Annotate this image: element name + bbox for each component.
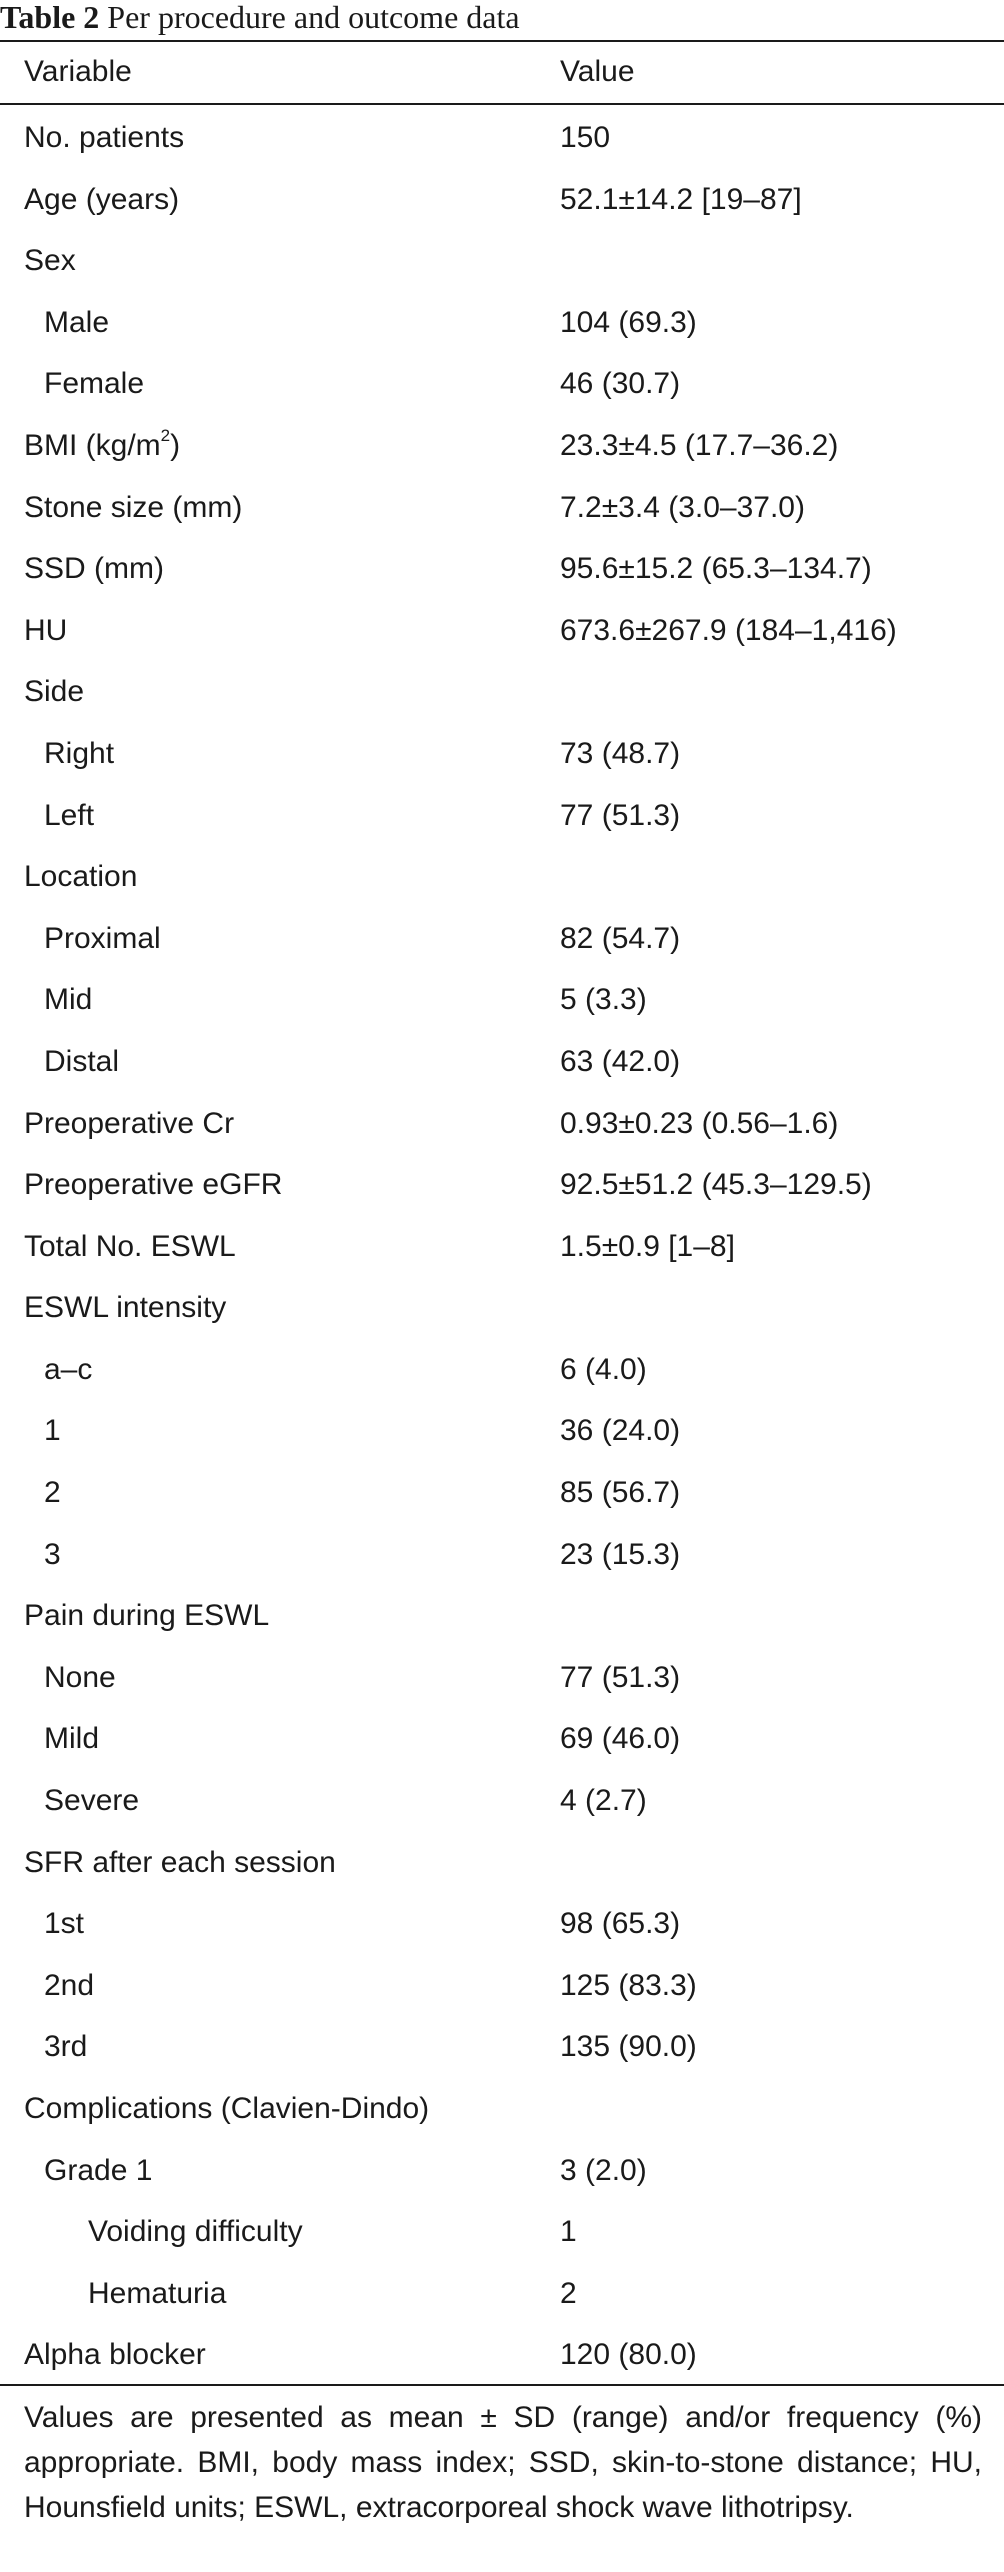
row-value: 150 bbox=[560, 121, 611, 154]
row-label: Location bbox=[24, 860, 138, 894]
table-row bbox=[0, 723, 1004, 785]
row-value: 77 (51.3) bbox=[560, 798, 681, 832]
row-label: Hematuria bbox=[88, 2276, 227, 2310]
row-label: Sex bbox=[24, 244, 76, 278]
row-value: 69 (46.0) bbox=[560, 1722, 681, 1756]
row-label: Grade 1 bbox=[44, 2153, 153, 2187]
table-row bbox=[0, 969, 1004, 1031]
row-value: 63 (42.0) bbox=[560, 1044, 681, 1078]
column-header-variable: Variable bbox=[24, 55, 132, 88]
row-value: 3 (2.0) bbox=[560, 2153, 647, 2187]
table-row bbox=[0, 661, 1004, 723]
row-label: Alpha blocker bbox=[24, 2338, 206, 2372]
row-value: 1.5±0.9 [1–8] bbox=[560, 1229, 735, 1263]
row-label: 3 bbox=[44, 1537, 61, 1571]
row-label: Distal bbox=[44, 1044, 120, 1078]
table-row bbox=[0, 1647, 1004, 1709]
row-label: Preoperative eGFR bbox=[24, 1168, 283, 1202]
row-value: 673.6±267.9 (184–1,416) bbox=[560, 613, 897, 647]
table-row bbox=[0, 2201, 1004, 2263]
row-value: 46 (30.7) bbox=[560, 367, 681, 401]
row-label: Preoperative Cr bbox=[24, 1106, 235, 1140]
row-label: 2 bbox=[44, 1476, 61, 1510]
row-label: Proximal bbox=[44, 921, 161, 955]
table-row bbox=[0, 1093, 1004, 1155]
row-label: HU bbox=[24, 613, 68, 647]
row-label: Severe bbox=[44, 1784, 140, 1818]
table-row bbox=[0, 1216, 1004, 1278]
row-value: 104 (69.3) bbox=[560, 305, 697, 339]
row-value: 73 (48.7) bbox=[560, 736, 681, 770]
table-row bbox=[0, 2324, 1004, 2386]
table-row bbox=[0, 415, 1004, 477]
row-label: ESWL intensity bbox=[24, 1291, 227, 1325]
table-row bbox=[0, 1585, 1004, 1647]
row-label: 2nd bbox=[44, 1968, 95, 2002]
row-value: 52.1±14.2 [19–87] bbox=[560, 182, 802, 216]
row-value: 36 (24.0) bbox=[560, 1414, 681, 1448]
table-row bbox=[0, 1770, 1004, 1832]
table-row bbox=[0, 1339, 1004, 1401]
row-label: Female bbox=[44, 367, 145, 401]
table-row bbox=[0, 169, 1004, 231]
table-row bbox=[0, 785, 1004, 847]
table-caption-label: Table 2 bbox=[0, 0, 100, 35]
row-value: 82 (54.7) bbox=[560, 921, 681, 955]
row-value: 98 (65.3) bbox=[560, 1907, 681, 1941]
table-row bbox=[0, 1400, 1004, 1462]
table-row bbox=[0, 292, 1004, 354]
row-label: SSD (mm) bbox=[24, 552, 164, 586]
row-label: 3rd bbox=[44, 2030, 88, 2064]
table-row bbox=[0, 1462, 1004, 1524]
row-value: 23.3±4.5 (17.7–36.2) bbox=[560, 428, 839, 462]
table-row bbox=[0, 1524, 1004, 1586]
table-row bbox=[0, 1031, 1004, 1093]
row-value: 95.6±15.2 (65.3–134.7) bbox=[560, 552, 872, 586]
row-label: BMI $(kg/m^2)$ bbox=[24, 425, 181, 462]
row-value: 4 (2.7) bbox=[560, 1784, 647, 1818]
row-label: a–c bbox=[44, 1352, 93, 1386]
column-header-value: Value bbox=[560, 55, 635, 88]
table-body bbox=[0, 107, 1004, 2386]
row-label: Left bbox=[44, 798, 95, 832]
table-row bbox=[0, 1832, 1004, 1894]
row-label: Side bbox=[24, 675, 85, 709]
table-row bbox=[0, 107, 1004, 169]
table-row bbox=[0, 538, 1004, 600]
table-header bbox=[0, 42, 1004, 102]
row-value: 77 (51.3) bbox=[560, 1660, 681, 1694]
row-value: 85 (56.7) bbox=[560, 1476, 681, 1510]
table-row bbox=[0, 2016, 1004, 2078]
row-label: None bbox=[44, 1660, 116, 1694]
row-value: 92.5±51.2 (45.3–129.5) bbox=[560, 1168, 872, 1202]
table-row bbox=[0, 1893, 1004, 1955]
row-value: 125 (83.3) bbox=[560, 1968, 697, 2002]
row-value: 6 (4.0) bbox=[560, 1352, 647, 1386]
row-label: No. patients bbox=[24, 121, 185, 154]
row-label: SFR after each session bbox=[24, 1845, 336, 1879]
table-row bbox=[0, 353, 1004, 415]
table-footnote: Values are presented as mean ± SD (range) and/or frequency (%) appropriate. BMI, body mass index; SSD, skin-to-stone distance; HU, Hounsfield units; ESWL, extracorporeal shock wave lithotripsy. bbox=[24, 2401, 982, 2524]
row-label: Stone size (mm) bbox=[24, 490, 243, 524]
row-value: 23 (15.3) bbox=[560, 1537, 681, 1571]
header-rule bbox=[0, 103, 1004, 105]
bottom-rule bbox=[0, 2384, 1004, 2386]
row-label: 1st bbox=[44, 1907, 85, 1941]
row-value: 2 bbox=[560, 2276, 577, 2310]
table-row bbox=[0, 477, 1004, 539]
row-label: Mild bbox=[44, 1722, 100, 1756]
table-row bbox=[0, 2140, 1004, 2202]
row-value: 0.93±0.23 (0.56–1.6) bbox=[560, 1106, 839, 1140]
row-label: Age (years) bbox=[24, 182, 180, 216]
row-value: 7.2±3.4 (3.0–37.0) bbox=[560, 490, 805, 524]
row-value: 120 (80.0) bbox=[560, 2338, 697, 2372]
table-row bbox=[0, 846, 1004, 908]
table-row bbox=[0, 230, 1004, 292]
table-caption bbox=[0, 0, 520, 38]
table-row bbox=[0, 2078, 1004, 2140]
row-label: Pain during ESWL bbox=[24, 1599, 270, 1633]
row-label: Male bbox=[44, 305, 110, 339]
row-value: 1 bbox=[560, 2215, 577, 2249]
row-label: Complications (Clavien-Dindo) bbox=[24, 2092, 430, 2125]
row-label: Mid bbox=[44, 983, 93, 1017]
table-caption-text: Per procedure and outcome data bbox=[107, 0, 520, 35]
row-label: 1 bbox=[44, 1414, 61, 1448]
row-label: Right bbox=[44, 736, 115, 770]
table-row bbox=[0, 1154, 1004, 1216]
row-label: Total No. ESWL bbox=[24, 1229, 236, 1263]
table-row bbox=[0, 1277, 1004, 1339]
table-row bbox=[0, 908, 1004, 970]
row-label: Voiding difficulty bbox=[88, 2215, 303, 2249]
table-row bbox=[0, 600, 1004, 662]
table-row bbox=[0, 1955, 1004, 2017]
row-value: 5 (3.3) bbox=[560, 983, 647, 1017]
table-row bbox=[0, 1708, 1004, 1770]
table-row bbox=[0, 2263, 1004, 2325]
row-value: 135 (90.0) bbox=[560, 2030, 697, 2064]
